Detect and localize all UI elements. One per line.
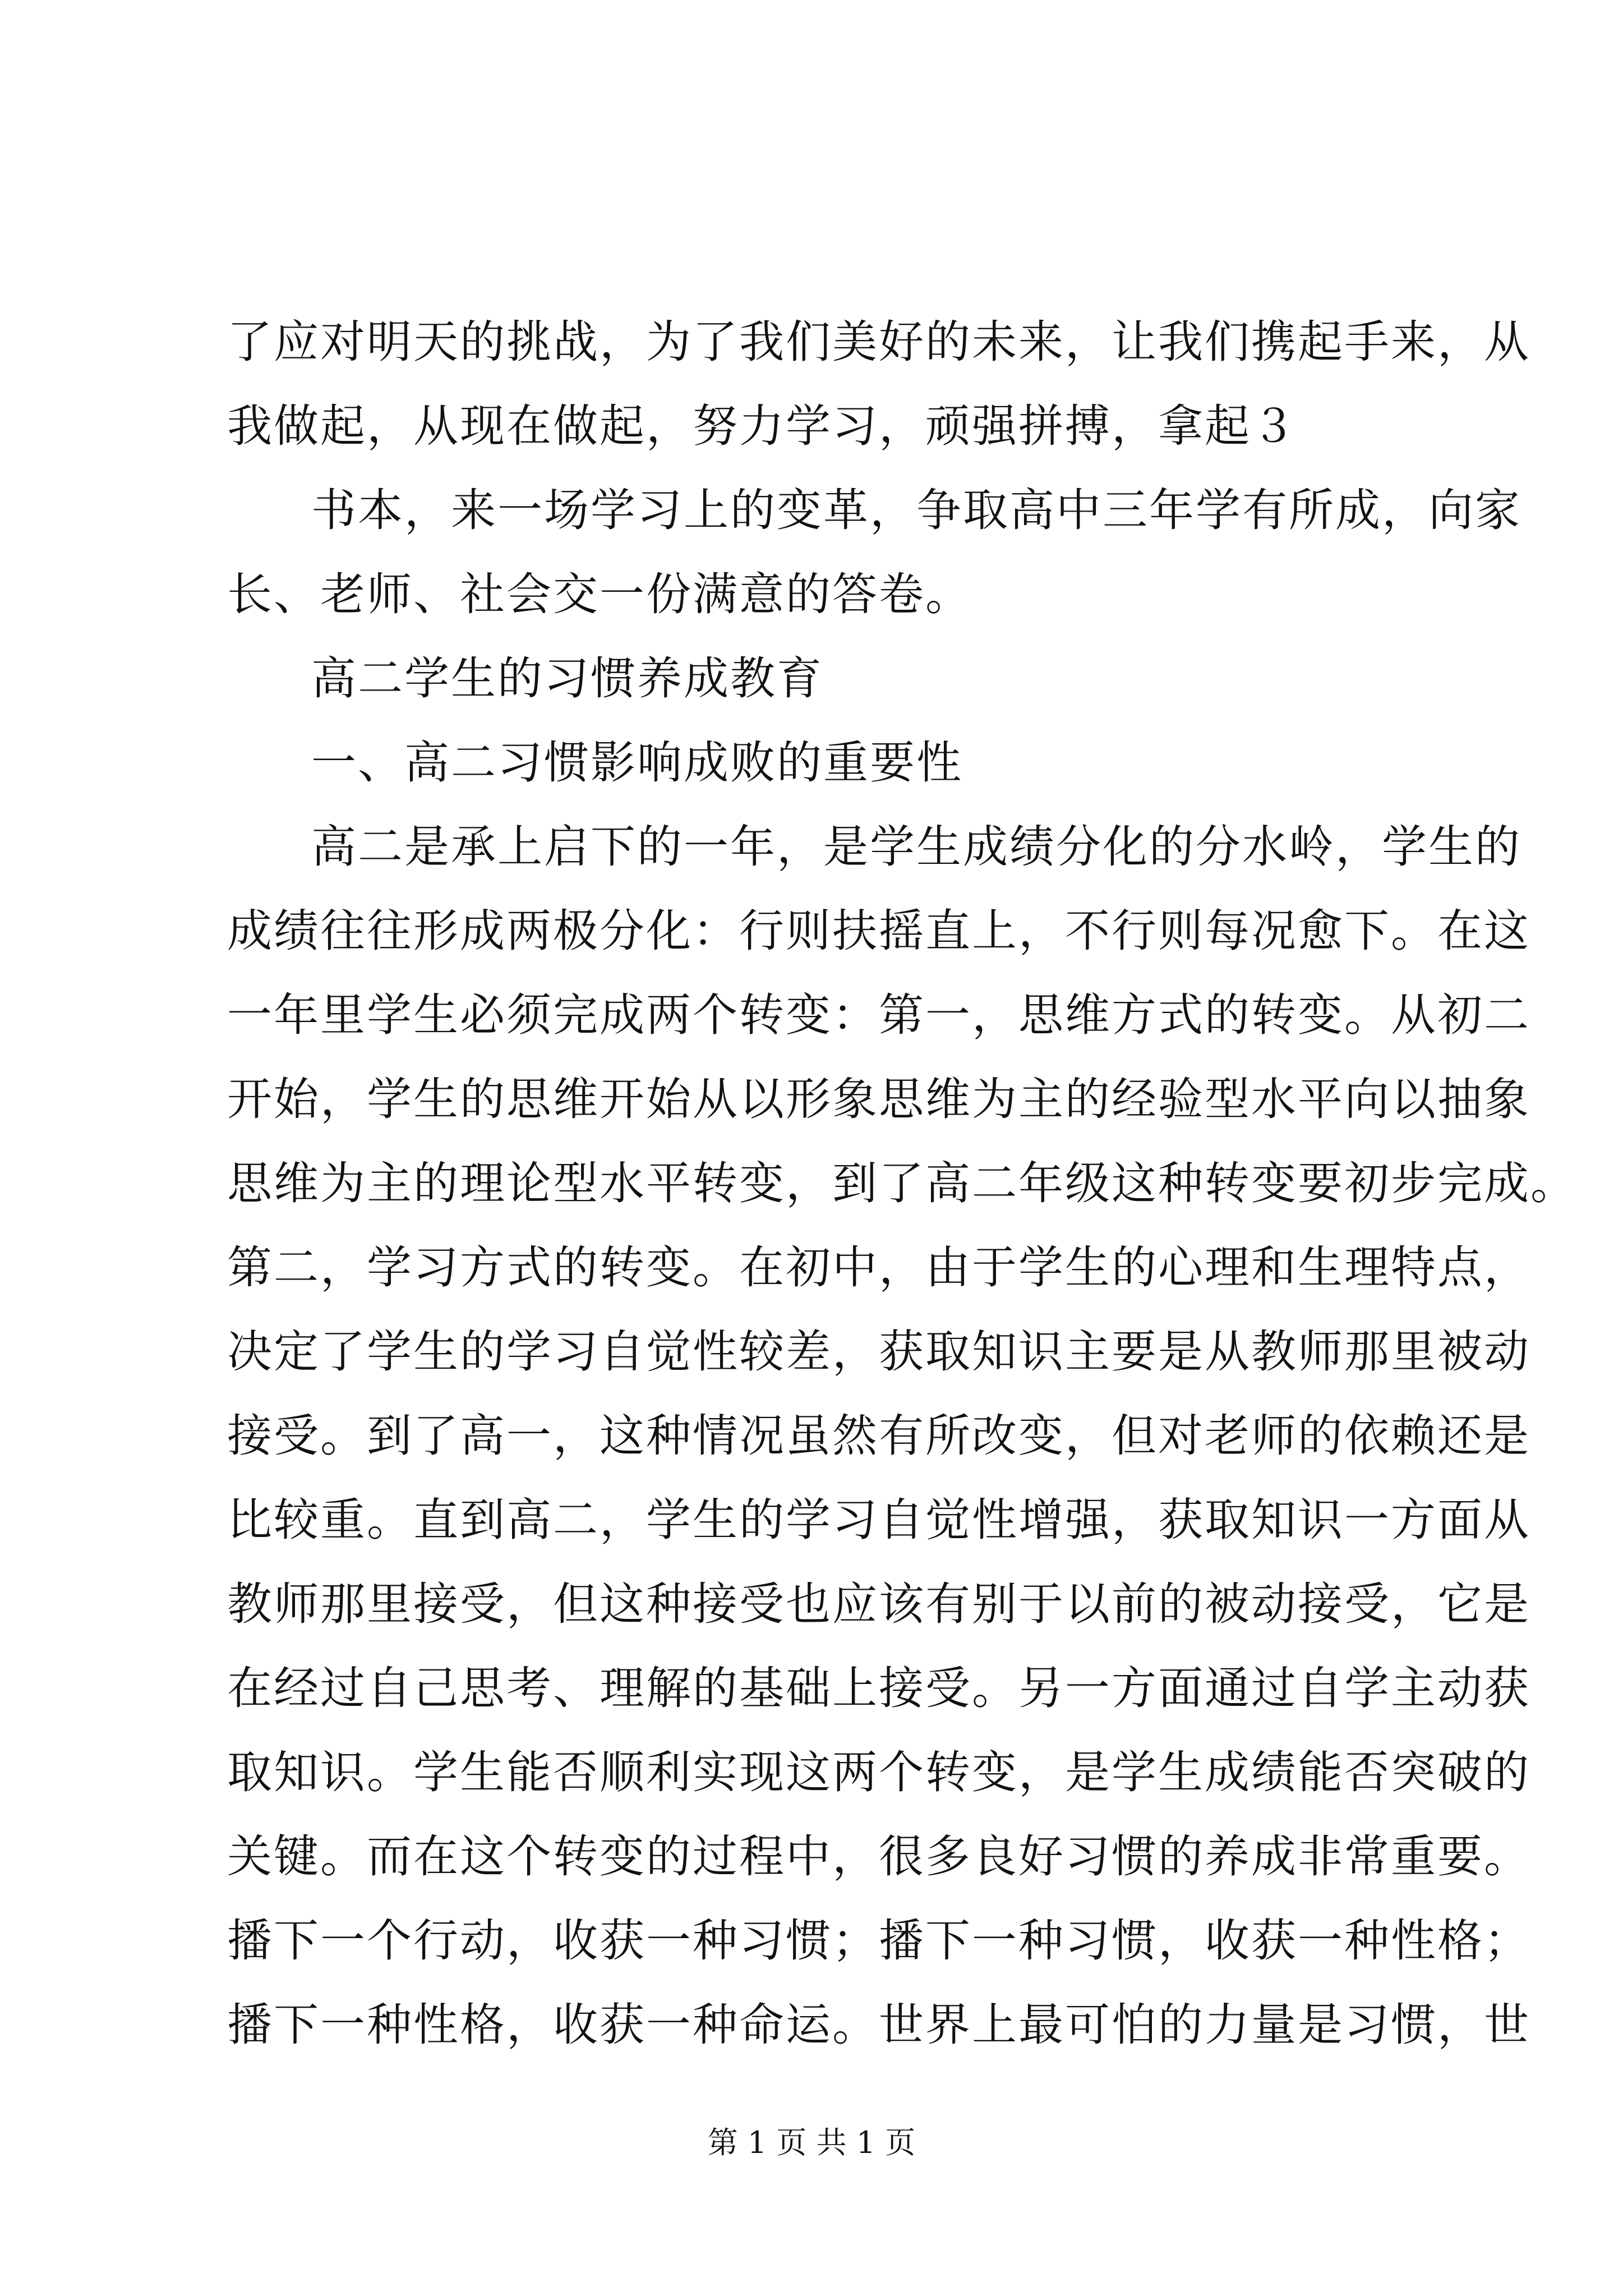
- text-line: 一年里学生必须完成两个转变：第一，思维方式的转变。从初二: [227, 989, 1530, 1041]
- text-line: 比较重。直到高二，学生的学习自觉性增强，获取知识一方面从: [227, 1494, 1530, 1546]
- paragraph-first-line: 高二学生的习惯养成教育: [311, 652, 823, 705]
- text-line: 第二，学习方式的转变。在初中，由于学生的心理和生理特点，: [227, 1241, 1530, 1294]
- text-line: 长、老师、社会交一份满意的答卷。: [227, 568, 972, 620]
- text-line: 成绩往往形成两极分化：行则扶摇直上，不行则每况愈下。在这: [227, 905, 1530, 957]
- text-line: 播下一个行动，收获一种习惯；播下一种习惯，收获一种性格；: [227, 1915, 1530, 1967]
- text-line: 在经过自己思考、理解的基础上接受。另一方面通过自学主动获: [227, 1662, 1530, 1714]
- text-line: 接受。到了高一，这种情况虽然有所改变，但对老师的依赖还是: [227, 1410, 1530, 1462]
- text-line: 关键。而在这个转变的过程中，很多良好习惯的养成非常重要。: [227, 1830, 1530, 1883]
- body-text: [227, 300, 1577, 2067]
- page-footer: 第 1 页 共 1 页: [707, 2125, 916, 2160]
- paragraph-first-line: 书本，来一场学习上的变革，争取高中三年学有所成，向家: [311, 484, 1521, 536]
- text-line: 取知识。学生能否顺利实现这两个转变，是学生成绩能否突破的: [227, 1746, 1530, 1798]
- text-line: 决定了学生的学习自觉性较差，获取知识主要是从教师那里被动: [227, 1326, 1530, 1378]
- text-line: 开始，学生的思维开始从以形象思维为主的经验型水平向以抽象: [227, 1073, 1530, 1125]
- text-line: 思维为主的理论型水平转变，到了高二年级这种转变要初步完成。: [227, 1157, 1577, 1209]
- text-line: 教师那里接受，但这种接受也应该有别于以前的被动接受，它是: [227, 1578, 1530, 1630]
- text-line: 了应对明天的挑战，为了我们美好的未来，让我们携起手来，从: [227, 316, 1530, 368]
- paragraph-first-line: 一、高二习惯影响成败的重要性: [311, 737, 963, 789]
- text-line: 我做起，从现在做起，努力学习，顽强拼搏，拿起３: [227, 400, 1298, 452]
- paragraph-first-line: 高二是承上启下的一年，是学生成绩分化的分水岭，学生的: [311, 821, 1521, 873]
- text-line: 播下一种性格，收获一种命运。世界上最可怕的力量是习惯，世: [227, 1999, 1530, 2051]
